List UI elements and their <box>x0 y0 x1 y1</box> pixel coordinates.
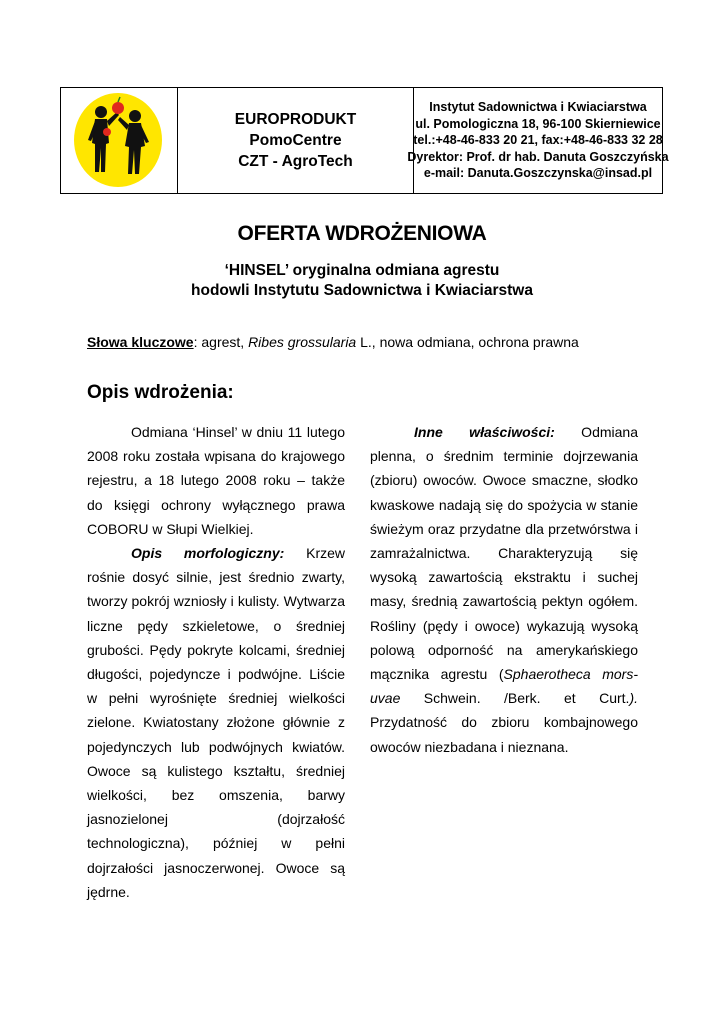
institute-phone: tel.:+48-46-833 20 21, fax:+48-46-833 32 28 <box>413 133 663 148</box>
institute-block <box>407 88 669 193</box>
right-column <box>370 420 638 759</box>
paragraph-label: Inne właściwości: <box>414 424 555 440</box>
paragraph: Odmiana ‘Hinsel’ w dniu 11 lutego 2008 roku została wpisana do krajowego rejestru, a 18 lutego 2008 roku – także do księgi ochrony wyłącznego prawa COBORU w Słupi Wielkiej. <box>87 424 345 537</box>
keywords-text: L., nowa odmiana, ochrona prawna <box>356 334 579 350</box>
keywords-line <box>87 334 579 350</box>
keywords-label: Słowa kluczowe <box>87 334 194 350</box>
paragraph-label: Opis morfologiczny: <box>131 545 285 562</box>
org-line: EUROPRODUKT <box>234 111 357 128</box>
paragraph <box>370 420 638 759</box>
header-box <box>60 87 669 194</box>
species-name: Ribes grossularia <box>248 334 357 350</box>
paragraph-text: ). <box>629 690 638 707</box>
pathogen-name: Sphaerotheca mors-uvae <box>370 666 638 707</box>
subtitle-line: hodowli Instytutu Sadownictwa i Kwiaciarstwa <box>191 282 533 299</box>
paragraph-text: Krzew rośnie dosyć silnie, jest średnio zwarty, tworzy pokrój wzniosły i kulisty. Wytwarza liczne pędy szkieletowe, o średniej grubości. Pędy pokryte kolcami, średniej długości, pojedyncze i podwójne. Liście w pełni wyrośnięte średniej wielkości zielone. Kwiatostany złożone głównie z pojedynczych lub podwójnych kwiatów. Owoce są kulistego kształtu, średniej wielkości, bez omszenia, barwy jasnozielonej (dojrzałość technologiczna), później w pełni dojrzałości jasnoczerwonej. Owoce są jędrne. <box>87 545 345 900</box>
institute-address: ul. Pomologiczna 18, 96-100 Skierniewice <box>415 116 661 131</box>
section-heading: Opis wdrożenia: <box>87 382 234 403</box>
page-title: OFERTA WDROŻENIOWA <box>237 222 487 245</box>
org-line: PomoCentre <box>249 132 342 149</box>
paragraph-text: Odmiana plenna, o średnim terminie dojrzewania (zbioru) owoców. Owoce smaczne, słodko kwaskowe nadają się do spożycia w stanie świeżym oraz przydatne dla przetwórstwa i zamrażalnictwa. Charakteryzują się wysoką zawartością ekstraktu i suchej masy, średnią zawartością pektyn ogółem. Rośliny (pędy i owoce) wykazują wysoką polową odporność na amerykańskiego mącznika agrestu ( <box>370 424 638 683</box>
adam-and-eve-apple-logo-icon <box>61 88 177 193</box>
institute-name: Instytut Sadownictwa i Kwiaciarstwa <box>429 100 647 115</box>
paragraph-text: Przydatność do zbioru kombajnowego owoców niezbadana i nieznana. <box>370 714 638 755</box>
logo-cell <box>61 88 177 193</box>
org-line: CZT - AgroTech <box>238 153 353 170</box>
left-column <box>87 420 345 904</box>
keywords-text: : agrest, <box>193 334 249 350</box>
institute-director: Dyrektor: Prof. dr hab. Danuta Goszczyńska <box>407 149 669 164</box>
paragraph <box>87 541 345 904</box>
paragraph-text: Schwein. /Berk. et Curt. <box>400 690 630 707</box>
organization-block <box>178 88 413 193</box>
subtitle-line: ‘HINSEL’ oryginalna odmiana agrestu <box>224 262 500 279</box>
institute-email[interactable]: e-mail: Danuta.Goszczynska@insad.pl <box>423 166 653 181</box>
